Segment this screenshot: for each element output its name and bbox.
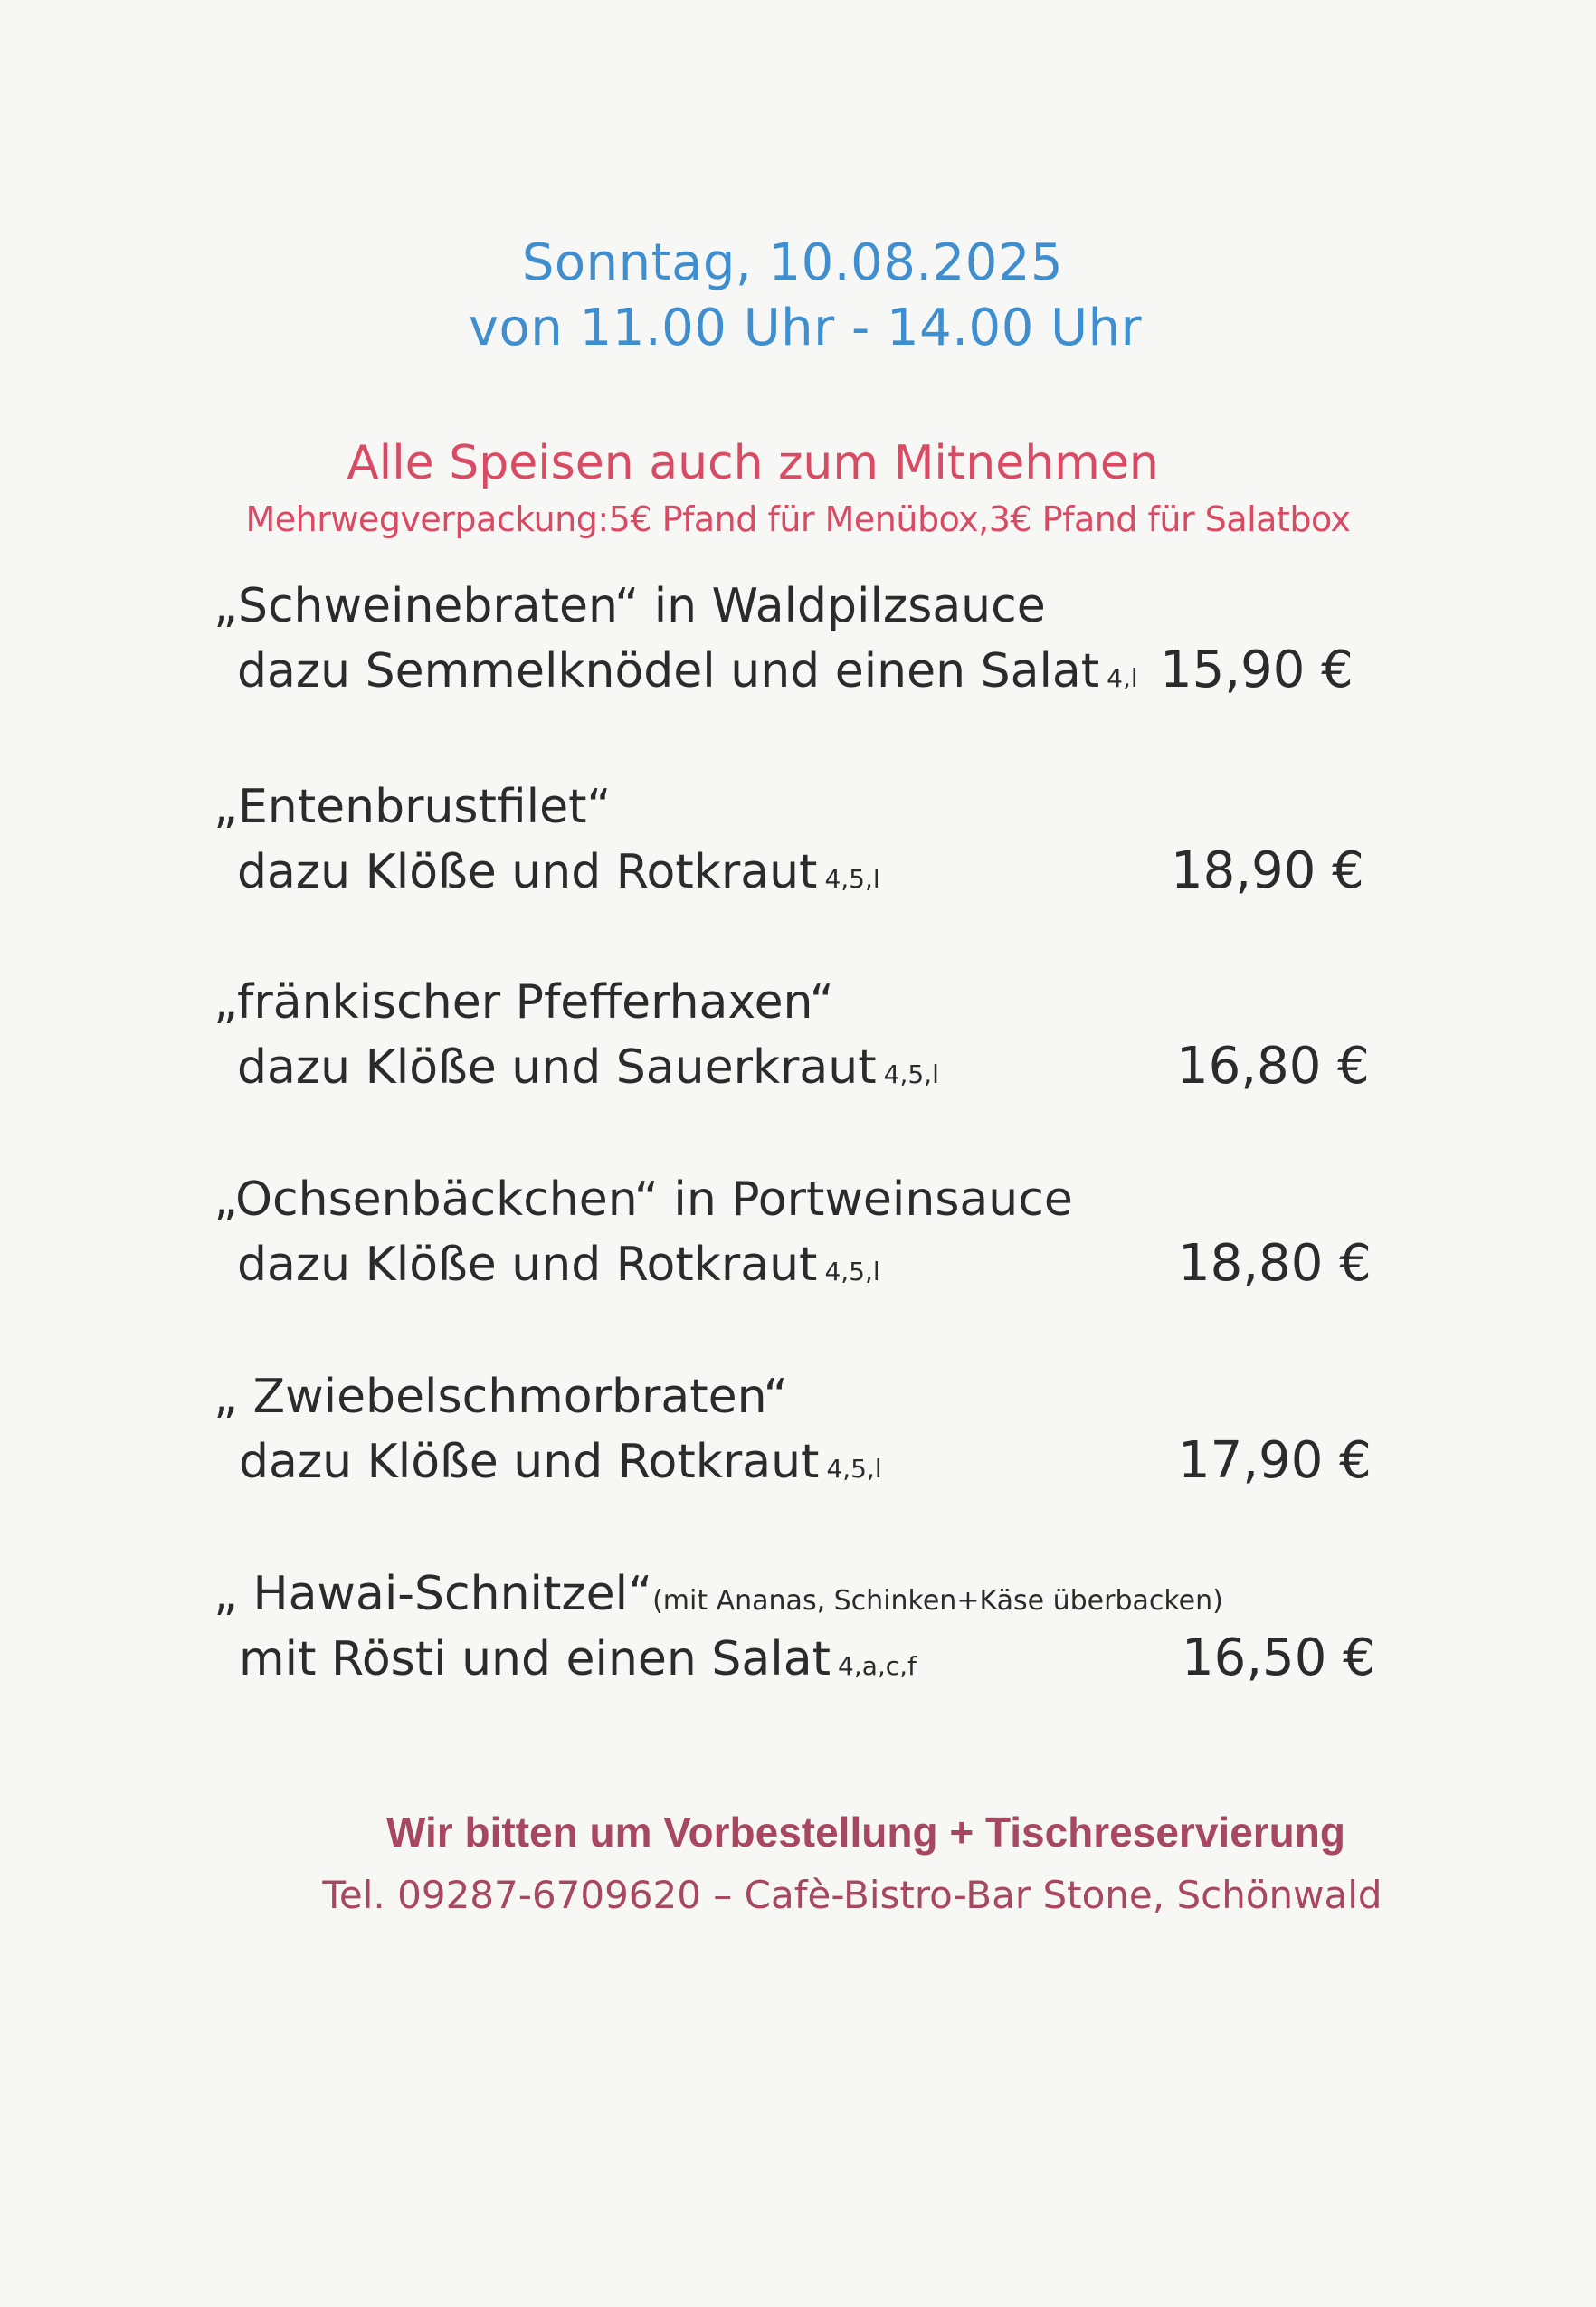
dish-name: „Ochsenbäckchen“ in Portweinsauce xyxy=(214,1172,1073,1227)
dish-side: dazu Klöße und Rotkraut 4,5,l xyxy=(237,845,880,899)
dish-side: dazu Klöße und Sauerkraut 4,5,l xyxy=(237,1040,939,1095)
dish-name-note: (mit Ananas, Schinken+Käse überbacken) xyxy=(652,1585,1223,1617)
dish-price: 18,90 € xyxy=(1171,841,1364,900)
dish-allergens: 4,5,l xyxy=(883,1059,939,1089)
dish-side: dazu Klöße und Rotkraut 4,5,l xyxy=(239,1435,882,1489)
dish-price: 16,50 € xyxy=(1182,1628,1375,1687)
dish-price: 17,90 € xyxy=(1178,1431,1372,1490)
dish-allergens: 4,5,l xyxy=(826,1454,882,1484)
dish-name: „Schweinebraten“ in Waldpilzsauce xyxy=(214,579,1046,633)
dish-allergens: 4,a,c,f xyxy=(838,1651,917,1681)
takeaway-title: Alle Speisen auch zum Mitnehmen xyxy=(347,436,1159,490)
dish-price: 18,80 € xyxy=(1178,1234,1372,1293)
dish-allergens: 4,5,l xyxy=(824,1257,880,1286)
contact-line: Tel. 09287-6709620 – Cafè-Bistro-Bar Stone, Schönwald xyxy=(322,1873,1382,1917)
dish-side: dazu Klöße und Rotkraut 4,5,l xyxy=(237,1238,880,1292)
event-time: von 11.00 Uhr - 14.00 Uhr xyxy=(468,299,1143,357)
dish-name: „fränkischer Pfefferhaxen“ xyxy=(214,975,834,1030)
dish-name: „ Hawai-Schnitzel“(mit Ananas, Schinken+Käse überbacken) xyxy=(214,1567,1223,1621)
event-date: Sonntag, 10.08.2025 xyxy=(521,233,1064,292)
takeaway-deposit-note: Mehrwegverpackung:5€ Pfand für Menübox,3€ Pfand für Salatbox xyxy=(245,499,1351,539)
dish-price: 15,90 € xyxy=(1160,641,1354,699)
dish-name: „ Zwiebelschmorbraten“ xyxy=(214,1370,788,1424)
dish-price: 16,80 € xyxy=(1176,1037,1370,1096)
dish-side: mit Rösti und einen Salat 4,a,c,f xyxy=(239,1632,917,1686)
dish-side: dazu Semmelknödel und einen Salat 4,l xyxy=(237,644,1138,698)
dish-allergens: 4,l xyxy=(1107,663,1138,693)
dish-name: „Entenbrustfilet“ xyxy=(214,780,612,834)
dish-allergens: 4,5,l xyxy=(824,864,880,894)
reservation-note: Wir bitten um Vorbestellung + Tischreservierung xyxy=(386,1809,1345,1856)
